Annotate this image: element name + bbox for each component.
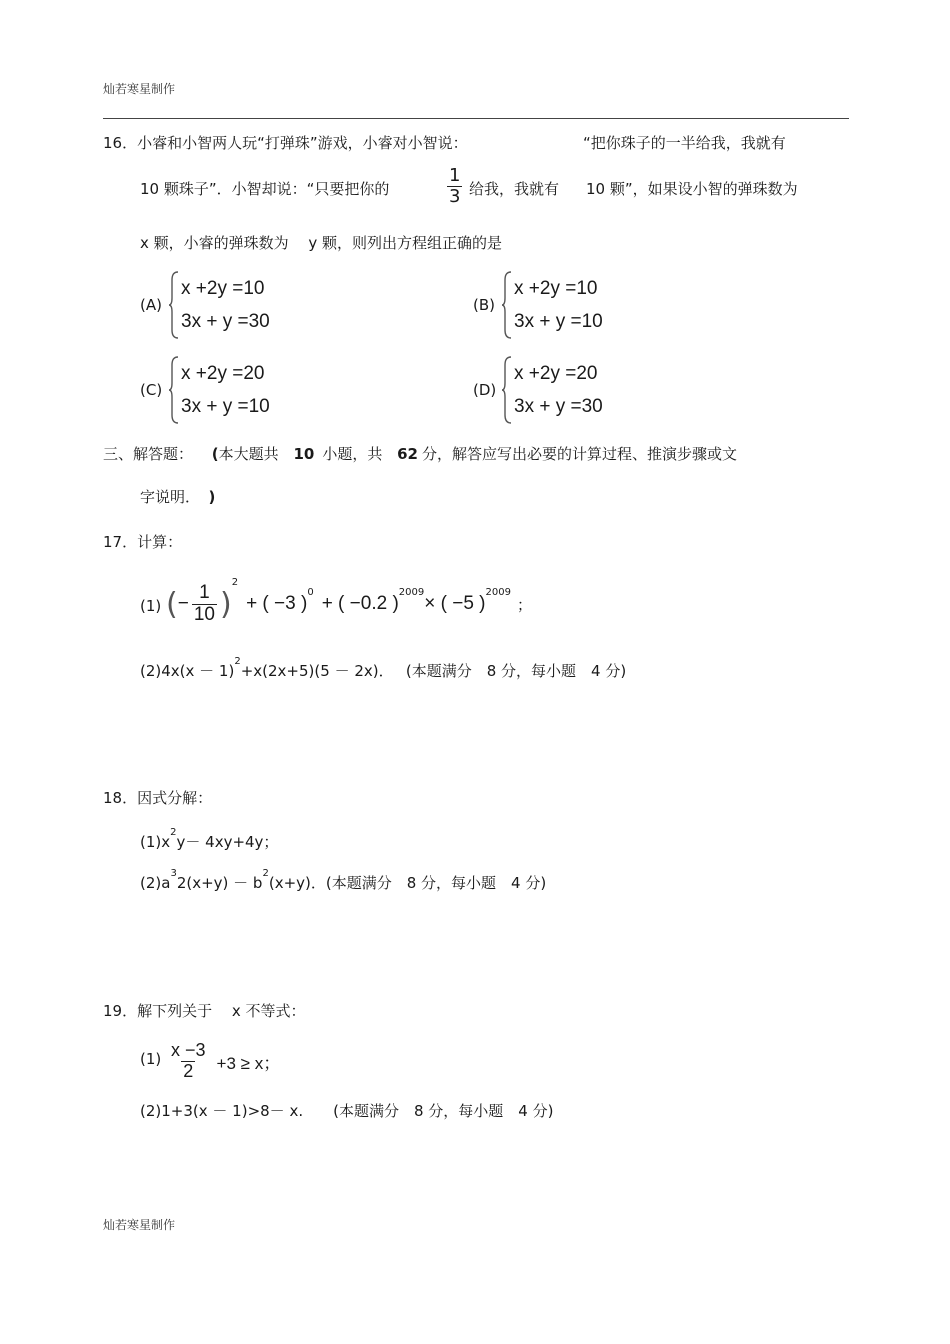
q17-p1-expression: ( − $\frac{1}{10}$ ) $^2$ + ( −3 ) $^0$ + ( −0.2 ) $^{2009}$ × ( −5 ) $^{2009}$ ； [166, 576, 532, 625]
q18-p1: $(1)x^2y- 4xy+4y$； [140, 827, 279, 851]
section3-count: 10 [293, 445, 315, 463]
page-footer: 灿若寒星制作 [103, 1218, 176, 1232]
q16-text-2c: 10 颗”，如果设小智的弹珠数为 [586, 180, 798, 198]
q16-text-2a: 10 颗珠子”．小智却说：“只要把你的 [140, 180, 390, 198]
brace-icon [169, 270, 179, 340]
section3-heading: 三、解答题： (本大题共 10 小题，共 62 分，解答应写出必要的计算过程、推演步骤或文 [103, 445, 738, 463]
option-d-label: (D) [473, 381, 497, 399]
q17-frac-num: 1 [199, 581, 210, 603]
q16-text-3: x 颗，小睿的弹珠数为 y 颗，则列出方程组正确的是 [140, 234, 503, 252]
q19-title: 19．解下列关于 x 不等式： [103, 1002, 306, 1020]
page-header: 灿若寒星制作 [103, 82, 176, 96]
q16-fraction [444, 166, 465, 207]
q19-frac-den: 2 [183, 1060, 194, 1081]
header-rule [103, 118, 849, 119]
q17-frac-den: 10 [193, 603, 215, 625]
q16-text-1b: “把你珠子的一半给我，我就有 [583, 134, 786, 152]
q18-p2: $(2)a^32(x+y) - b^2(x+y)$．(本题满分 8 分，每小题 4 分) [140, 868, 547, 892]
q19-p2: (2)1+3(x － 1)>8－ x. (本题满分 8 分，每小题 4 分) [140, 1102, 554, 1120]
q16-line1 [103, 132, 468, 153]
section3-line2: 字说明． ) [140, 488, 216, 506]
brace-icon [502, 355, 512, 425]
q17-p1-label: (1) [140, 597, 162, 615]
brace-icon [502, 270, 512, 340]
brace-icon [169, 355, 179, 425]
right-paren: ) [219, 586, 232, 622]
option-a-eq2: 3x + y =30 [181, 311, 270, 332]
option-b-system [514, 272, 603, 338]
option-c-eq1: x +2y =20 [181, 363, 265, 384]
option-b-label: (B) [473, 296, 495, 314]
option-c-label: (C) [140, 381, 163, 399]
q16-text-2b: 给我，我就有 [469, 180, 560, 198]
option-a-eq1: x +2y =10 [181, 278, 265, 299]
option-d-eq2: 3x + y =30 [514, 396, 603, 417]
option-a-system [181, 272, 270, 338]
option-c-eq2: 3x + y =10 [181, 396, 270, 417]
q16-frac-num: 1 [449, 165, 461, 186]
section3-score: 62 [397, 445, 418, 463]
q16-number: 16． [103, 134, 138, 152]
q19-p1-label: (1) [140, 1050, 162, 1068]
q19-p1-expression: $\frac{x -3}{2}$ +3 ≥ x； [171, 1039, 281, 1081]
option-b-eq2: 3x + y =10 [514, 311, 603, 332]
q19-frac-num: x −3 [171, 1039, 206, 1060]
q16-frac-den: 3 [449, 185, 461, 207]
option-d-eq1: x +2y =20 [514, 363, 598, 384]
q18-title: 18．因式分解： [103, 789, 213, 807]
option-b-eq1: x +2y =10 [514, 278, 598, 299]
option-d-system [514, 357, 603, 423]
option-a-label: (A) [140, 296, 162, 314]
option-c-system [181, 357, 270, 423]
q16-text-1a: 小睿和小智两人玩“打弹珠”游戏，小睿对小智说： [137, 134, 468, 152]
q17-title: 17．计算： [103, 533, 183, 551]
left-paren: ( [166, 586, 178, 622]
section3-title: 三、解答题： [103, 445, 194, 463]
q17-p2: $(2)4x(x - 1)^2+x(2x+5)(5 - 2x)$． (本题满分 8 分，每小题 4 分) [140, 656, 627, 680]
